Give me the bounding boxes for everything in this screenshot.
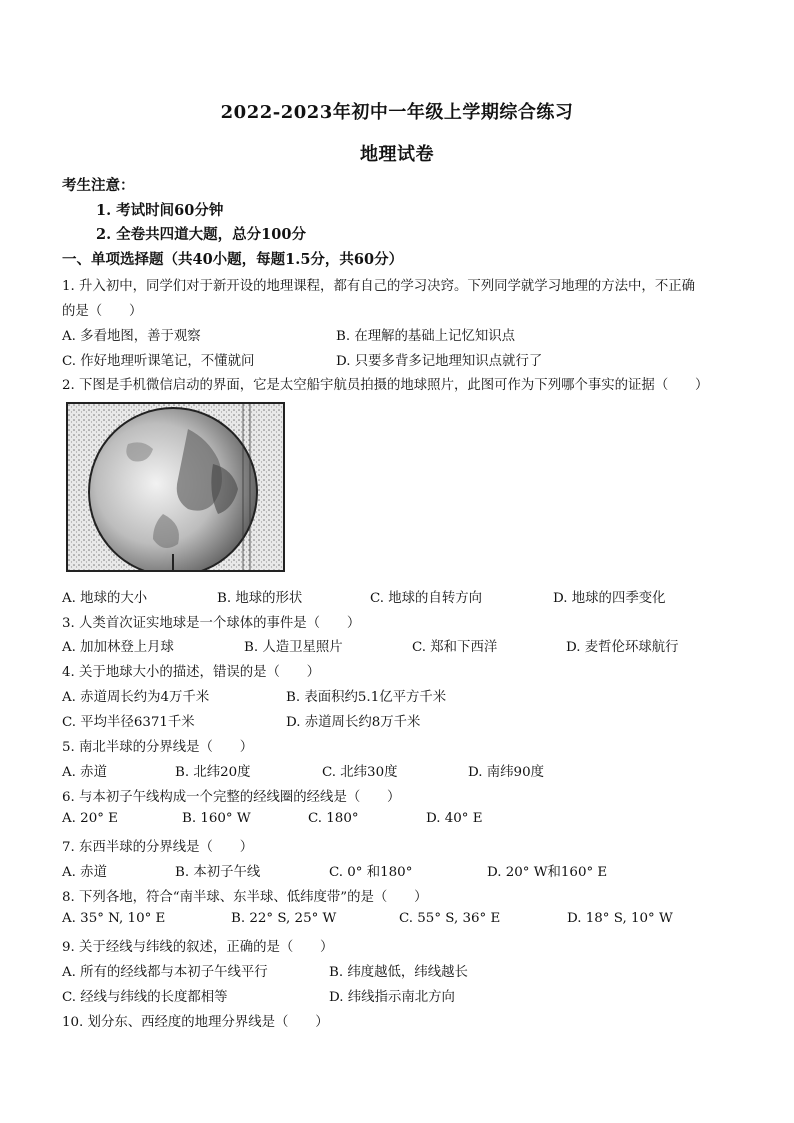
question-4-option-d: D. 赤道周长约8万千米 bbox=[286, 715, 421, 730]
question-9-option-b: B. 纬度越低，纬线越长 bbox=[329, 965, 468, 980]
question-7-option-b: B. 本初子午线 bbox=[175, 865, 261, 880]
exam-subtitle: 地理试卷 bbox=[360, 144, 434, 165]
question-4-option-b: B. 表面积约5.1亿平方千米 bbox=[286, 690, 447, 705]
notice-item-1: 1. 考试时间60分钟 bbox=[96, 202, 224, 219]
question-3-option-b: B. 人造卫星照片 bbox=[244, 640, 343, 655]
question-3-option-a: A. 加加林登上月球 bbox=[62, 640, 174, 655]
question-8-option-b: B. 22° S, 25° W bbox=[231, 911, 337, 926]
question-5-option-d: D. 南纬90度 bbox=[468, 765, 544, 780]
question-6-option-c: C. 180° bbox=[308, 811, 359, 826]
question-1-option-b: B. 在理解的基础上记忆知识点 bbox=[336, 329, 516, 344]
question-4-option-c: C. 平均半径6371千米 bbox=[62, 715, 195, 730]
section-heading: 一、单项选择题（共40小题，每题1.5分，共60分） bbox=[62, 251, 404, 268]
question-1-option-c: C. 作好地理听课笔记，不懂就问 bbox=[62, 354, 255, 369]
question-3-option-c: C. 郑和下西洋 bbox=[412, 640, 498, 655]
question-8-option-c: C. 55° S, 36° E bbox=[399, 911, 501, 926]
question-1-option-a: A. 多看地图，善于观察 bbox=[62, 329, 201, 344]
question-9-option-d: D. 纬线指示南北方向 bbox=[329, 990, 455, 1005]
question-6-option-d: D. 40° E bbox=[426, 811, 483, 826]
question-3-line-1: 3. 人类首次证实地球是一个球体的事件是（ ） bbox=[62, 616, 361, 631]
question-4-option-a: A. 赤道周长约为4万千米 bbox=[62, 690, 210, 705]
question-9-option-c: C. 经线与纬线的长度都相等 bbox=[62, 990, 228, 1005]
notice-heading: 考生注意： bbox=[62, 177, 135, 194]
question-1-line-1: 1. 升入初中，同学们对于新开设的地理课程，都有自己的学习决窍。下列同学就学习地理的方法中，不正确 bbox=[62, 279, 695, 294]
question-2-line-1: 2. 下图是手机微信启动的界面，它是太空船宇航员拍摄的地球照片，此图可作为下列哪个事实的证据（ ） bbox=[62, 378, 709, 393]
question-10-line-1: 10. 划分东、西经度的地理分界线是（ ） bbox=[62, 1015, 329, 1030]
question-6-option-b: B. 160° W bbox=[182, 811, 251, 826]
question-9-option-a: A. 所有的经线都与本初子午线平行 bbox=[62, 965, 268, 980]
question-3-option-d: D. 麦哲伦环球航行 bbox=[566, 640, 679, 655]
question-2-option-d: D. 地球的四季变化 bbox=[553, 591, 666, 606]
question-9-line-1: 9. 关于经线与纬线的叙述，正确的是（ ） bbox=[62, 940, 334, 955]
question-7-option-d: D. 20° W和160° E bbox=[487, 865, 608, 880]
question-6-option-a: A. 20° E bbox=[62, 811, 118, 826]
question-8-option-a: A. 35° N, 10° E bbox=[62, 911, 166, 926]
question-2-option-c: C. 地球的自转方向 bbox=[370, 591, 483, 606]
notice-item-2: 2. 全卷共四道大题，总分100分 bbox=[96, 226, 306, 243]
question-1-option-d: D. 只要多背多记地理知识点就行了 bbox=[336, 354, 543, 369]
question-5-option-a: A. 赤道 bbox=[62, 765, 107, 780]
question-2-option-b: B. 地球的形状 bbox=[217, 591, 303, 606]
earth-photo bbox=[66, 402, 285, 572]
question-8-option-d: D. 18° S, 10° W bbox=[567, 911, 673, 926]
question-5-line-1: 5. 南北半球的分界线是（ ） bbox=[62, 740, 254, 755]
question-6-line-1: 6. 与本初子午线构成一个完整的经线圈的经线是（ ） bbox=[62, 790, 401, 805]
question-4-line-1: 4. 关于地球大小的描述，错误的是（ ） bbox=[62, 665, 321, 680]
exam-title: 2022-2023年初中一年级上学期综合练习 bbox=[220, 102, 574, 123]
question-7-option-c: C. 0° 和180° bbox=[329, 865, 413, 880]
question-5-option-b: B. 北纬20度 bbox=[175, 765, 251, 780]
question-7-option-a: A. 赤道 bbox=[62, 865, 107, 880]
question-5-option-c: C. 北纬30度 bbox=[322, 765, 398, 780]
question-2-option-a: A. 地球的大小 bbox=[62, 591, 148, 606]
earth-globe-image bbox=[68, 404, 283, 570]
question-8-line-1: 8. 下列各地，符合“南半球、东半球、低纬度带”的是（ ） bbox=[62, 890, 428, 905]
question-7-line-1: 7. 东西半球的分界线是（ ） bbox=[62, 840, 254, 855]
question-1-line-2: 的是（ ） bbox=[62, 304, 143, 319]
